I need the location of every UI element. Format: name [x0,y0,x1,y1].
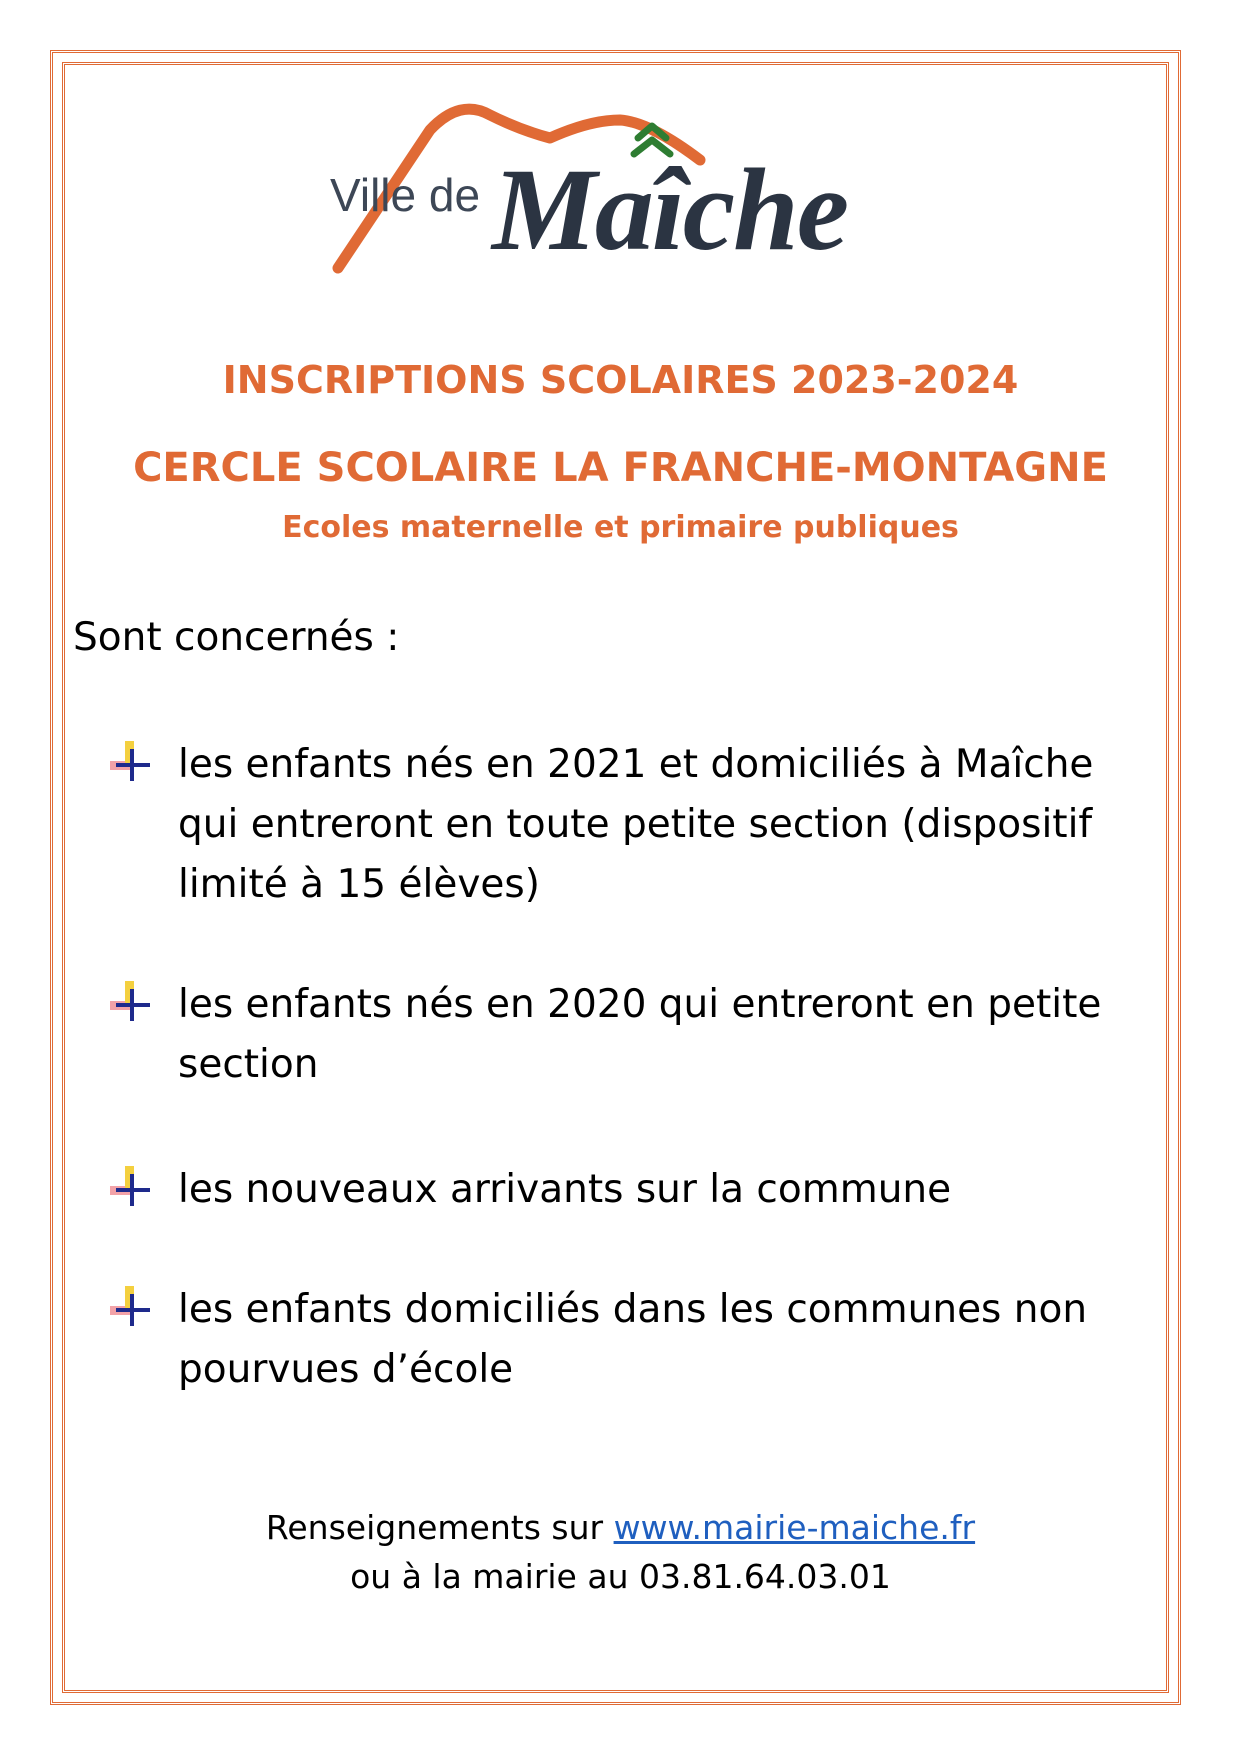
list-item-text: les enfants nés en 2021 et domiciliés à Maîche qui entreront en toute petite section (dispositif limité à 15 élèves) [178,742,1094,907]
circle-title: CERCLE SCOLAIRE LA FRANCHE-MONTAGNE [133,445,1108,491]
logo-name: Maîche [492,144,848,275]
info-prefix: Renseignements sur [265,1508,614,1547]
cross-bullet-icon [110,741,154,785]
cross-bullet-icon [110,1286,154,1330]
list-item-text: les enfants domiciliés dans les communes non pourvues d’école [178,1287,1088,1392]
phone-line: ou à la mairie au 03.81.64.03.01 [350,1557,891,1596]
main-title: INSCRIPTIONS SCOLAIRES 2023-2024 [222,358,1019,402]
cross-bullet-icon [110,1166,154,1210]
website-link[interactable]: www.mairie-maiche.fr [613,1508,976,1547]
schools-subtitle: Ecoles maternelle et primaire publiques [282,510,959,545]
info-line [0,1508,1241,1547]
cross-bullet-icon [110,981,154,1025]
intro-text: Sont concernés : [73,615,400,660]
list-item-text: les nouveaux arrivants sur la commune [178,1167,952,1212]
list-item-text: les enfants nés en 2020 qui entreront en petite section [178,982,1102,1087]
ville-de-maiche-logo [320,90,920,280]
logo-prefix: Ville de [330,169,481,221]
